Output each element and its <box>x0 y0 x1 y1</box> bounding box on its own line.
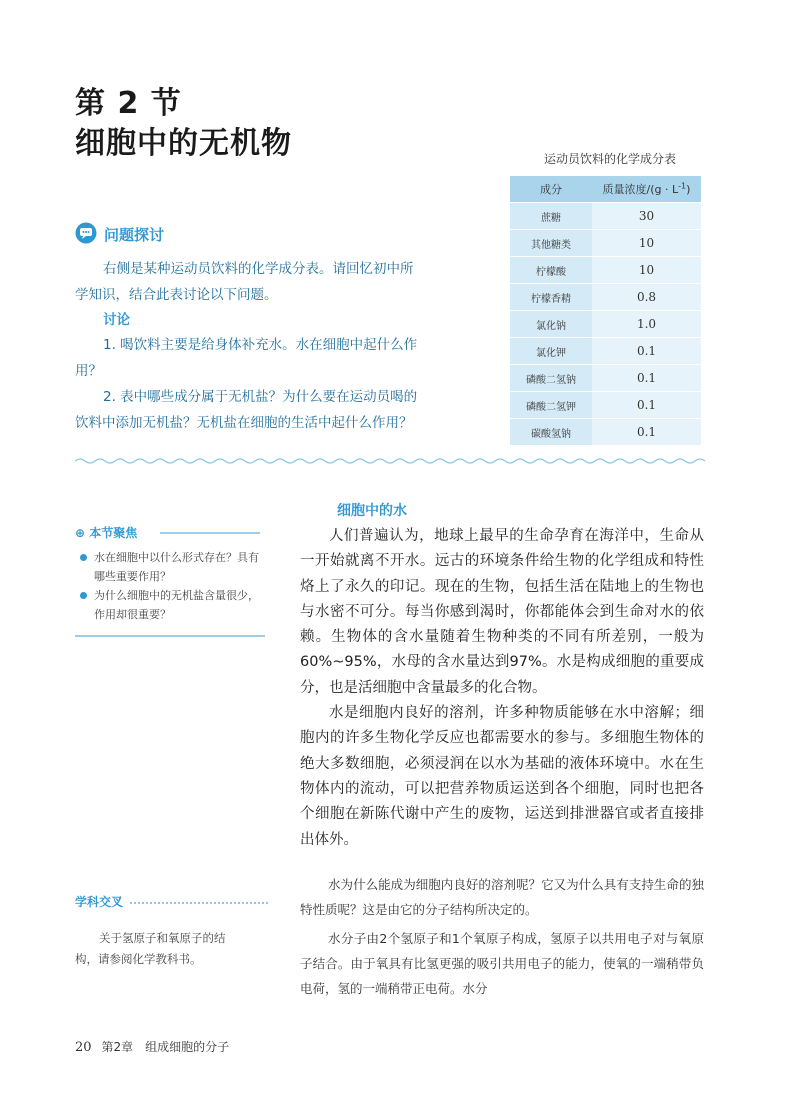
question-1-line-1: 1. 喝饮料主要是给身体补充水。水在细胞中起什么作 <box>103 337 418 353</box>
focus-item <box>80 586 265 624</box>
main-text <box>300 524 704 853</box>
ingredient-value: 30 <box>592 203 701 230</box>
ingredient-value: 0.1 <box>592 419 701 446</box>
cross-line-1: 关于氢原子和氧原子的结 <box>99 931 226 945</box>
ingredient-name: 磷酸二氢钾 <box>510 392 592 419</box>
discussion-title: 问题探讨 <box>104 226 165 244</box>
table-row <box>510 230 701 257</box>
section-title: 细胞中的无机物 <box>75 126 292 161</box>
cross-line-2: 构，请参阅化学教科书。 <box>75 952 202 966</box>
focus-list <box>80 548 265 624</box>
table-row <box>510 203 701 230</box>
header-ingredient: 成分 <box>510 176 592 203</box>
focus-bottom-divider <box>75 635 265 637</box>
discussion-label: 讨论 <box>103 312 130 328</box>
ingredient-name: 柠檬酸 <box>510 257 592 284</box>
paragraph-4: 水分子由2个氢原子和1个氧原子构成，氢原子以共用电子对与氧原子结合。由于氧具有比氢更强的吸引共用电子的能力，使氧的一端稍带负电荷，氢的一端稍带正电荷。水分 <box>300 931 704 996</box>
table-row <box>510 338 701 365</box>
paragraph-1: 人们普遍认为，地球上最早的生命孕育在海洋中，生命从一开始就离不开水。远古的环境条件给生物的化学组成和特性烙上了永久的印记。现在的生物，包括生活在陆地上的生物也与水密不可分。每当你感到渴时，你都能体会到生命对水的依赖。生物体的含水量随着生物种类的不同有所差别，一般为60%~95%，水母的含水量达到97%。水是构成细胞的重要成分，也是活细胞中含量最多的化合物。 <box>300 528 704 696</box>
page-footer <box>75 1038 229 1055</box>
table-row <box>510 419 701 446</box>
header-close: ) <box>686 183 691 196</box>
question-1-line-2: 用？ <box>75 363 102 379</box>
ingredient-value: 0.8 <box>592 284 701 311</box>
discussion-question-1 <box>75 332 475 384</box>
table-row <box>510 284 701 311</box>
focus-item <box>80 548 265 586</box>
header-concentration <box>592 176 701 203</box>
header-concentration-label: 质量浓度/(g · L <box>602 183 679 196</box>
ingredient-value: 10 <box>592 257 701 284</box>
ingredient-name: 氯化钾 <box>510 338 592 365</box>
subsection-title: 细胞中的水 <box>337 503 407 519</box>
ingredient-value: 0.1 <box>592 392 701 419</box>
discussion-intro <box>75 256 475 308</box>
page-number: 20 <box>75 1040 92 1055</box>
header-exponent: -1 <box>678 181 687 191</box>
wavy-divider <box>75 455 705 467</box>
ingredient-name: 磷酸二氢钠 <box>510 365 592 392</box>
dotted-divider <box>130 900 270 906</box>
discussion-question-2 <box>75 384 475 436</box>
focus-divider <box>160 532 260 534</box>
secondary-text <box>300 872 704 1005</box>
table-row <box>510 311 701 338</box>
composition-table <box>510 176 701 446</box>
focus-title-text: 本节聚焦 <box>89 526 138 540</box>
discussion-intro-line-1: 右侧是某种运动员饮料的化学成分表。请回忆初中所 <box>103 261 414 277</box>
ingredient-name: 碳酸氢钠 <box>510 419 592 446</box>
table-row <box>510 257 701 284</box>
paragraph-2: 水是细胞内良好的溶剂，许多种物质能够在水中溶解；细胞内的许多生物化学反应也都需要水的参与。多细胞生物体的绝大多数细胞，必须浸润在以水为基础的液体环境中。水在生物体内的流动，可以把营养物质运送到各个细胞，同时也把各个细胞在新陈代谢中产生的废物，运送到排泄器官或者直接排出体外。 <box>300 705 704 848</box>
chapter-title: 第2章 组成细胞的分子 <box>101 1040 230 1054</box>
question-2-line-1: 2. 表中哪些成分属于无机盐？为什么要在运动员喝的 <box>103 389 418 405</box>
ingredient-name: 蔗糖 <box>510 203 592 230</box>
ingredient-name: 氯化钠 <box>510 311 592 338</box>
section-number-title: 第 2 节 <box>75 86 182 121</box>
ingredient-value: 10 <box>592 230 701 257</box>
ingredient-value: 0.1 <box>592 365 701 392</box>
table-header-row <box>510 176 701 203</box>
cross-title: 学科交叉 <box>75 895 124 909</box>
question-2-line-2: 饮料中添加无机盐？无机盐在细胞的生活中起什么作用？ <box>75 415 413 431</box>
paragraph-3: 水为什么能成为细胞内良好的溶剂呢？它又为什么具有支持生命的独特性质呢？这是由它的分子结构所决定的。 <box>300 877 704 917</box>
ingredient-name: 其他糖类 <box>510 230 592 257</box>
table-row <box>510 365 701 392</box>
focus-item-text: 水在细胞中以什么形式存在？具有哪些重要作用？ <box>94 551 259 583</box>
ingredient-value: 1.0 <box>592 311 701 338</box>
table-caption: 运动员饮料的化学成分表 <box>543 152 676 166</box>
focus-title: ⊕ 本节聚焦 <box>75 526 138 540</box>
bullet-dot-icon <box>80 592 87 599</box>
table-row <box>510 392 701 419</box>
ingredient-value: 0.1 <box>592 338 701 365</box>
focus-item-text: 为什么细胞中的无机盐含量很少，作用却很重要？ <box>94 589 259 621</box>
cross-text <box>75 928 265 970</box>
speech-bubble-icon <box>75 222 97 244</box>
bullet-dot-icon <box>80 554 87 561</box>
discussion-intro-line-2: 学知识，结合此表讨论以下问题。 <box>75 287 278 303</box>
ingredient-name: 柠檬香精 <box>510 284 592 311</box>
